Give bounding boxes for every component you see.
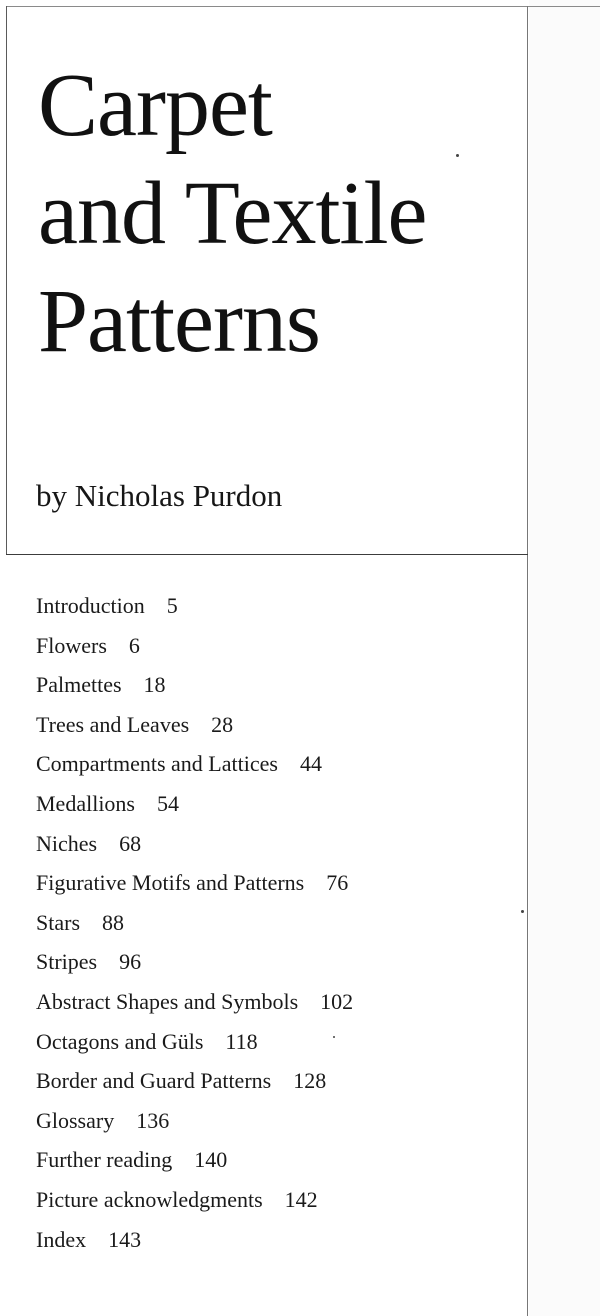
toc-item — [36, 746, 353, 786]
toc-item — [36, 1024, 353, 1064]
toc-label: Border and Guard Patterns — [36, 1068, 272, 1094]
toc-label: Medallions — [36, 790, 135, 816]
toc-page-number: 18 — [143, 672, 166, 698]
toc-label: Glossary — [36, 1107, 115, 1133]
toc-page-number: 6 — [128, 632, 140, 658]
toc-page-number: 128 — [293, 1068, 327, 1094]
toc-page-number: 28 — [211, 711, 234, 737]
toc-label: Compartments and Lattices — [36, 751, 278, 777]
title-line-3: Patterns — [38, 272, 320, 371]
toc-item — [36, 628, 353, 668]
toc-label: Trees and Leaves — [36, 711, 190, 737]
toc-label: Flowers — [36, 632, 107, 658]
toc-item — [36, 1063, 353, 1103]
toc-page-number: 140 — [194, 1147, 228, 1173]
toc-label: Index — [36, 1226, 87, 1252]
scan-speck — [521, 910, 524, 913]
toc-label: Abstract Shapes and Symbols — [36, 988, 299, 1014]
title-line-1: Carpet — [38, 56, 272, 155]
scan-speck — [456, 154, 459, 157]
toc-item — [36, 984, 353, 1024]
toc-page-number: 76 — [326, 870, 349, 896]
toc-page-number: 44 — [299, 751, 322, 777]
toc-item — [36, 905, 353, 945]
facing-page-margin — [529, 0, 600, 1316]
toc-label: Octagons and Güls — [36, 1028, 204, 1054]
toc-label: Palmettes — [36, 672, 122, 698]
toc-page-number: 5 — [166, 593, 178, 618]
toc-item — [36, 1142, 353, 1182]
toc-item — [36, 667, 353, 707]
toc-page-number: 118 — [225, 1028, 258, 1054]
toc-label: Further reading — [36, 1147, 173, 1173]
toc-page-number: 54 — [157, 790, 179, 816]
toc-label: Introduction — [36, 593, 145, 618]
toc-label: Stripes — [36, 949, 98, 975]
toc-item — [36, 588, 353, 628]
book-title — [38, 52, 426, 376]
toc-label: Stars — [36, 909, 80, 935]
toc-item — [36, 707, 353, 747]
toc-item — [36, 826, 353, 866]
table-of-contents — [36, 588, 353, 1261]
toc-page-number: 68 — [119, 830, 142, 856]
title-line-2: and Textile — [38, 164, 427, 263]
toc-item — [36, 1182, 353, 1222]
toc-item — [36, 1103, 353, 1143]
section-divider-rule — [6, 554, 528, 555]
toc-item — [36, 1222, 353, 1262]
toc-page-number: 136 — [136, 1107, 170, 1133]
toc-label: Picture acknowledgments — [36, 1186, 263, 1212]
toc-item — [36, 865, 353, 905]
author-byline: by Nicholas Purdon — [36, 478, 283, 513]
toc-page-number: 96 — [119, 949, 142, 975]
toc-page-number: 102 — [320, 988, 354, 1014]
toc-page-number: 143 — [108, 1226, 142, 1252]
right-border-rule — [527, 6, 528, 1316]
toc-item — [36, 944, 353, 984]
toc-page-number: 142 — [284, 1186, 318, 1212]
toc-label: Niches — [36, 830, 98, 856]
top-border-rule — [6, 6, 600, 7]
toc-item — [36, 786, 353, 826]
scan-speck — [333, 1036, 335, 1038]
left-border-rule — [6, 6, 7, 555]
toc-page-number: 88 — [102, 909, 124, 935]
toc-label: Figurative Motifs and Patterns — [36, 870, 305, 896]
